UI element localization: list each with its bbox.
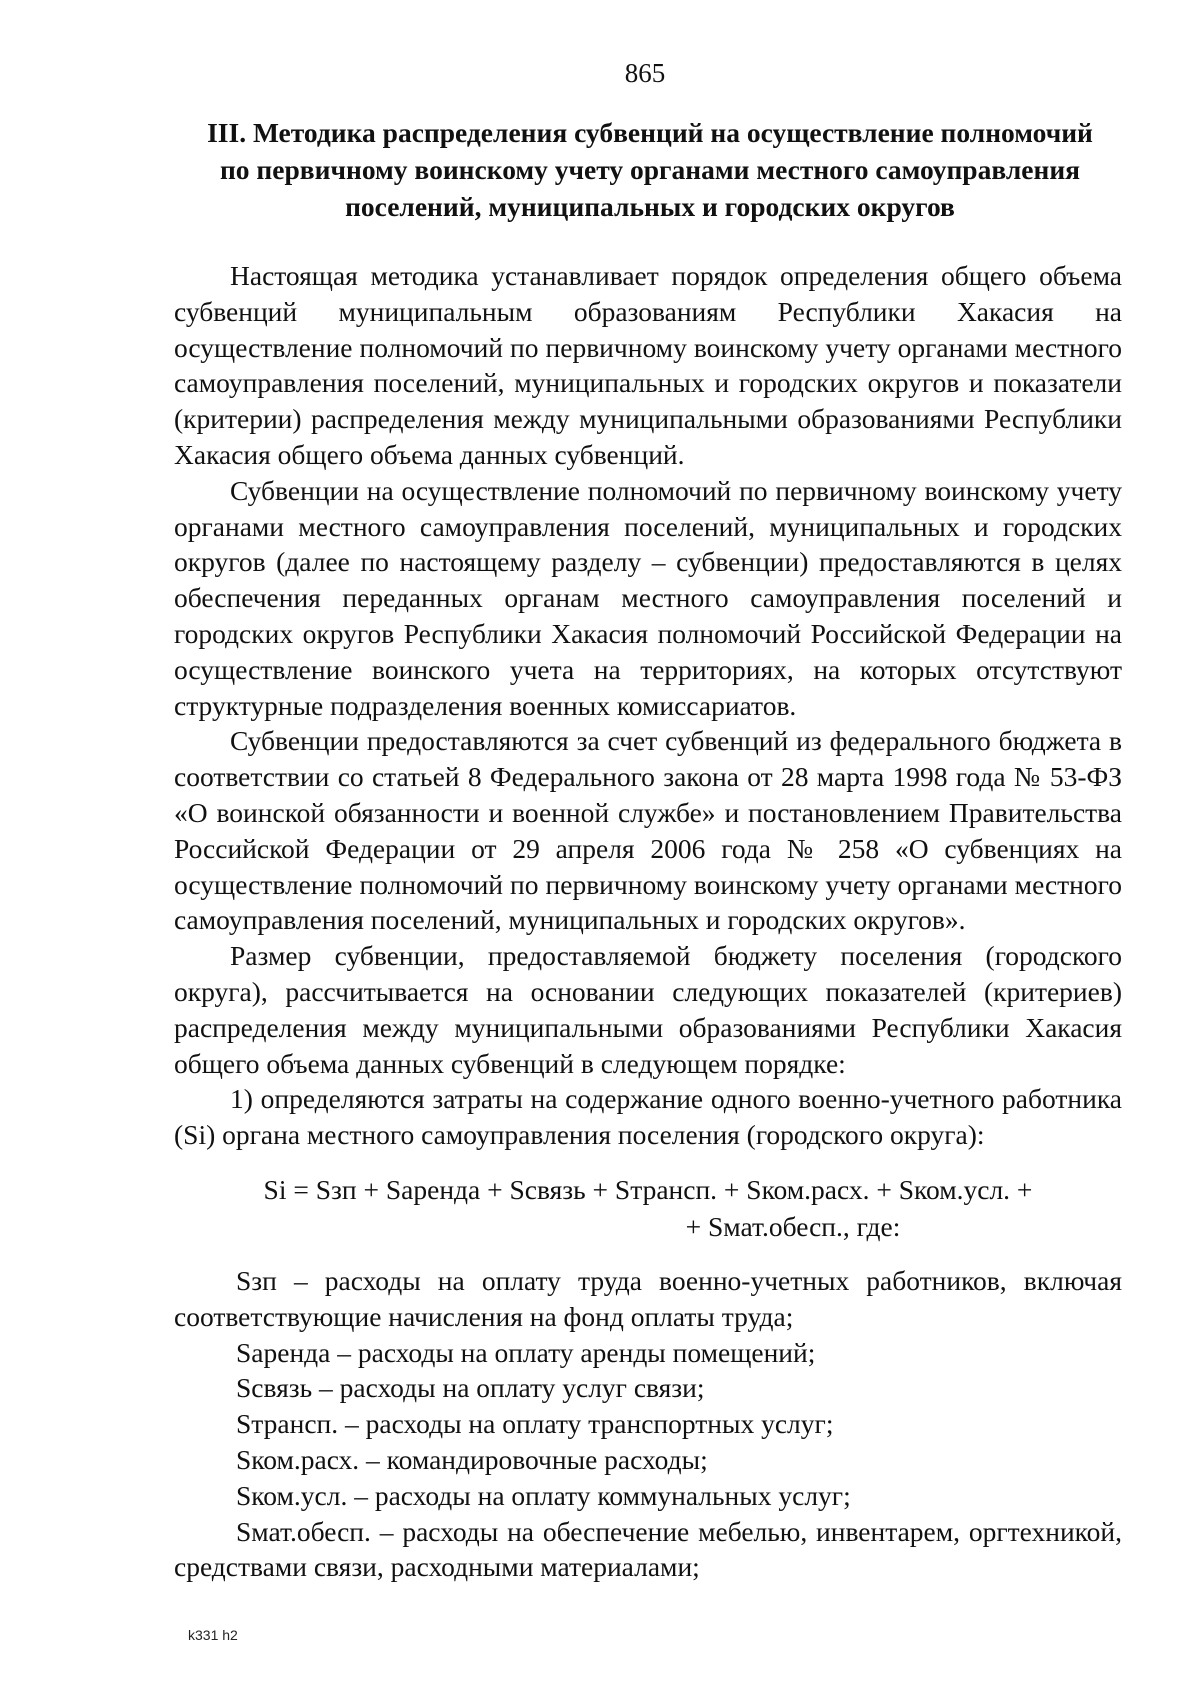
page-number: 865 (624, 58, 666, 88)
paragraph: Настоящая методика устанавливает порядок определения общего объема субвенций муниципальным образованиям Республики Хакасия на осуществление полномочий по первичному воинскому учету органами местного самоуправления поселений, муниципальных и городских округов и показатели (критерии) распределения между муниципальными образованиями Республики Хакасия общего объема данных субвенций. (174, 260, 1122, 470)
cost-formula (174, 1171, 1122, 1245)
body-text (174, 258, 1122, 1585)
paragraph: Субвенции на осуществление полномочий по первичному воинскому учету органами местного самоуправления поселений, муниципальных и городских округов (далее по настоящему разделу – субвенции) предоставляются в целях обеспечения переданных органам местного самоуправления поселений и городских округов Республики Хакасия полномочий Российской Федерации на осуществление воинского учета на территориях, на которых отсутствуют структурные подразделения военных комиссариатов. (174, 474, 1122, 721)
section-title-line: по первичному воинскому учету органами местного самоуправления (219, 154, 1081, 185)
paragraph: Субвенции предоставляются за счет субвенций из федерального бюджета в соответствии со статьей 8 Федерального закона от 28 марта 1998 года № 53-ФЗ «О воинской обязанности и военной службе» и постановлением Правительства Российской Федерации от 29 апреля 2006 года № 258 «О субвенциях на осуществление полномочий по первичному воинскому учету органами местного самоуправления поселений, муниципальных и городских округов». (174, 725, 1122, 936)
formula-line: + Sмат.обесп., где: (685, 1210, 901, 1242)
formula-definition: Sком.усл. – расходы на оплату коммунальных услуг; (236, 1479, 851, 1511)
section-title-line: III. Методика распределения субвенций на осуществление полномочий (207, 117, 1093, 148)
formula-definition: Sком.расх. – командировочные расходы; (236, 1443, 708, 1475)
formula-definition: Sмат.обесп. – расходы на обеспечение мебелью, инвентарем, оргтехникой, средствами связи, расходными материалами; (174, 1515, 1122, 1583)
footer-code: k331 h2 (188, 1627, 238, 1643)
formula-definition: Sаренда – расходы на оплату аренды помещений; (236, 1336, 816, 1368)
formula-definition: Sтрансп. – расходы на оплату транспортных услуг; (236, 1408, 834, 1440)
paragraph: 1) определяются затраты на содержание одного военно-учетного работника (Si) органа местного самоуправления поселения (городского округа): (174, 1083, 1122, 1151)
formula-definition: Sзп – расходы на оплату труда военно-учетных работников, включая соответствующие начисления на фонд оплаты труда; (174, 1264, 1122, 1332)
paragraph: Размер субвенции, предоставляемой бюджету поселения (городского округа), рассчитывается на основании следующих показателей (критериев) распределения между муниципальными образованиями Республики Хакасия общего объема данных субвенций в следующем порядке: (174, 940, 1122, 1079)
section-title-line: поселений, муниципальных и городских округов (345, 191, 955, 222)
formula-line: Si = Sзп + Sаренда + Sсвязь + Sтрансп. + Sком.расх. + Sком.усл. + (263, 1173, 1033, 1205)
section-title (170, 114, 1130, 225)
formula-definition: Sсвязь – расходы на оплату услуг связи; (236, 1372, 705, 1404)
